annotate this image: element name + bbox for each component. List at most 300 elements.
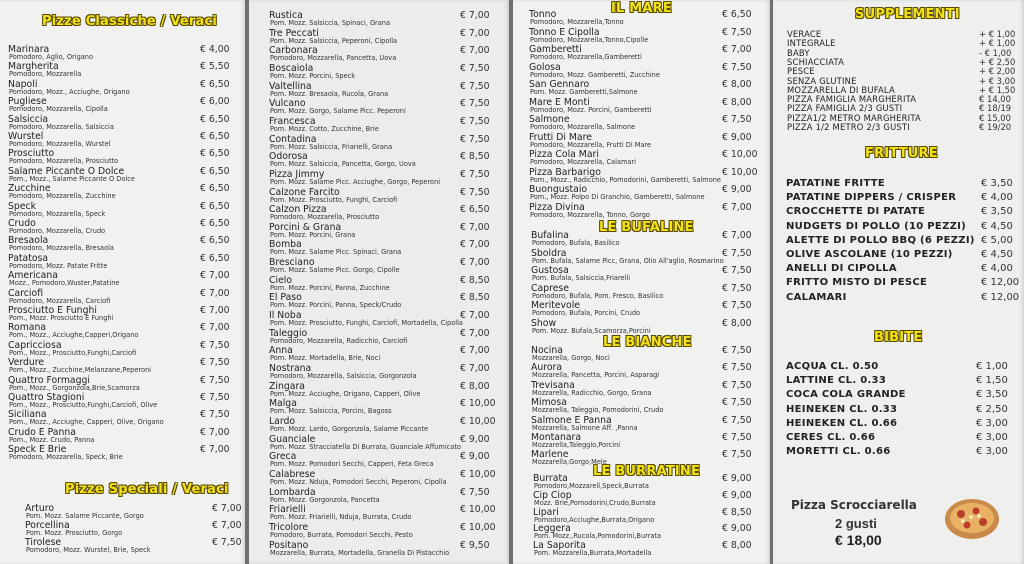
- item-name: Wurstel: [8, 131, 44, 142]
- item-price: + € 1,00: [979, 38, 1016, 49]
- menu-item: [513, 230, 770, 247]
- item-description: Pom. Bufala, Salsiccia,Friarelli: [532, 274, 631, 282]
- menu-item: [513, 114, 770, 131]
- item-name: Calabrese: [269, 468, 316, 480]
- menu-item: [0, 322, 245, 339]
- section-title-bianche: LE BIANCHE: [603, 335, 692, 350]
- item-name: Pizza Jimmy: [269, 168, 325, 180]
- menu-item: [249, 28, 509, 45]
- item-price: € 12,00: [981, 291, 1020, 303]
- item-description: Pomodoro, Mozz. Porcini, Gamberetti: [530, 105, 652, 114]
- item-price: € 3,00: [976, 432, 1008, 443]
- menu-item: [0, 235, 245, 252]
- menu-item: [513, 202, 770, 219]
- menu-item: [0, 166, 245, 183]
- item-name: CERES CL. 0.66: [786, 432, 876, 443]
- item-price: € 3,50: [981, 206, 1013, 218]
- item-price: € 7,50: [722, 26, 752, 38]
- item-price: € 7,50: [722, 449, 752, 461]
- item-description: Pom. Mozz. Salame Piccante, Gorgo: [26, 512, 144, 520]
- item-name: MOZZARELLA DI BUFALA: [787, 84, 895, 95]
- menu-item: [513, 318, 770, 335]
- item-price: € 8,50: [460, 274, 490, 286]
- menu-item: [249, 151, 509, 168]
- item-price: € 6,50: [200, 148, 230, 160]
- menu-item: [249, 81, 509, 98]
- item-name: Meritevole: [531, 300, 581, 311]
- menu-item: [0, 375, 245, 392]
- item-price: € 8,50: [460, 151, 490, 163]
- item-name: FRITTO MISTO DI PESCE: [786, 277, 928, 289]
- menu-item: [0, 409, 245, 426]
- item-name: COCA COLA GRANDE: [786, 389, 906, 401]
- menu-item: [249, 381, 509, 398]
- item-price: € 9,50: [460, 539, 490, 551]
- item-description: Pomodoro, Mozzarella, Prosciutto: [9, 157, 119, 166]
- item-price: € 8,50: [722, 506, 752, 518]
- item-name: Napoli: [8, 78, 38, 90]
- item-description: Pom. Mozz. Salame Picc. Gorgo, Cipolle: [270, 266, 400, 275]
- item-name: ANELLI DI CIPOLLA: [786, 263, 897, 275]
- item-price: € 7,00: [460, 239, 490, 251]
- item-name: Arturo: [25, 503, 55, 514]
- item-price: € 3,00: [976, 446, 1008, 458]
- item-name: Burrata: [533, 473, 568, 484]
- menu-item: [773, 277, 1024, 289]
- item-price: € 8,00: [460, 380, 490, 392]
- item-description: Mozzarella, Burrata, Mortadella, Granella Di Pistacchio: [270, 548, 450, 557]
- item-description: Pom. Mozz. Stracciatella Di Burrata, Guanciale Affumicato: [270, 442, 461, 451]
- item-price: € 7,00: [460, 257, 490, 269]
- menu-item: [773, 122, 1024, 134]
- item-description: Pom., Mozz., Prosciutto,Funghi,Carciofi, Olive: [9, 401, 158, 409]
- item-price: € 15,00: [979, 112, 1011, 123]
- item-price: € 10,00: [460, 504, 496, 516]
- menu-panel-extras: [773, 0, 1024, 564]
- menu-item: [249, 451, 509, 468]
- menu-panel-classic: [0, 0, 245, 564]
- item-description: Pom. Mozz. Prosciutto, Gorgo: [26, 529, 123, 537]
- item-name: Positano: [269, 539, 309, 551]
- item-name: Quattro Formaggi: [8, 374, 90, 386]
- item-price: € 7,50: [722, 362, 752, 374]
- item-description: Pom. Mozz. Acciughe, Origano, Capperi, Olive: [270, 389, 421, 398]
- item-name: Pizza Cola Mari: [529, 149, 599, 160]
- item-name: Calzon Pizza: [269, 204, 327, 216]
- item-description: Pom. Bufala, Salame Picc, Grana, Olio All'aglio, Rosmarino: [532, 256, 724, 265]
- item-price: + € 2,50: [979, 56, 1016, 67]
- menu-item: [0, 96, 245, 113]
- menu-item: [0, 61, 245, 78]
- menu-item: [513, 345, 770, 362]
- item-name: Bufalina: [531, 230, 569, 241]
- menu-item: [249, 504, 509, 521]
- menu-item: [0, 340, 245, 357]
- menu-item: [0, 44, 245, 61]
- item-price: € 4,00: [981, 192, 1013, 204]
- menu-item: [513, 44, 770, 61]
- item-name: Salsiccia: [8, 113, 49, 125]
- item-description: Pomodoro, Mozzarella, Carciofi: [9, 296, 111, 305]
- item-description: Pomodoro, Mozzarella, Crudo: [9, 227, 106, 235]
- item-name: Americana: [8, 270, 58, 282]
- item-description: Pom., Mozz. Polpo Di Granchio, Gamberetti, Salmone: [530, 193, 705, 201]
- item-price: € 7,00: [722, 230, 752, 241]
- item-name: Speck E Brie: [8, 444, 67, 456]
- item-name: Crudo: [8, 218, 36, 229]
- item-description: Pom. Mozz. Porcini, Panna, Speck/Crudo: [270, 301, 402, 310]
- item-name: Mimosa: [531, 397, 567, 409]
- menu-item: [0, 148, 245, 165]
- item-name: Margherita: [8, 61, 59, 73]
- item-price: € 7,00: [200, 444, 230, 456]
- item-name: ALETTE DI POLLO BBQ (6 PEZZI): [786, 234, 975, 246]
- item-name: Carbonara: [269, 45, 318, 57]
- menu-item: [249, 45, 509, 62]
- menu-item: [249, 522, 509, 539]
- item-name: Pugliese: [8, 96, 47, 108]
- item-price: € 7,00: [460, 327, 490, 339]
- item-description: Mozzarella,Taleggio,Porcini: [532, 441, 621, 449]
- menu-item: [513, 248, 770, 265]
- item-price: € 7,50: [722, 432, 752, 443]
- item-name: BABY: [787, 47, 810, 58]
- item-price: € 7,50: [200, 339, 230, 351]
- item-description: Pom., Mozz., Acciughe, Capperi, Olive, Origano: [9, 418, 164, 427]
- section-title-classic: Pizze Classiche / Veraci: [42, 14, 218, 29]
- item-price: € 2,50: [976, 403, 1008, 415]
- item-price: € 7,00: [200, 322, 230, 334]
- item-price: € 7,50: [200, 374, 230, 386]
- item-price: € 7,50: [722, 397, 752, 409]
- item-description: Pomodoro, Mozzarella, Salsiccia, Gorgonzola: [270, 372, 417, 380]
- menu-item: [249, 434, 509, 451]
- item-description: Pom. Mozz. Bresaola, Rucola, Grana: [270, 89, 389, 98]
- item-price: € 10,00: [460, 521, 496, 533]
- pizza-slice-icon: [943, 492, 1001, 542]
- item-name: Pizza Divina: [529, 201, 585, 213]
- item-price: € 6,50: [200, 131, 230, 142]
- item-description: Pom., Mozz., Gorgonzola,Brie,Scamorza: [9, 383, 140, 392]
- menu-item: [249, 416, 509, 433]
- item-name: Caprese: [531, 282, 569, 294]
- menu-item: [0, 114, 245, 131]
- menu-item: [773, 249, 1024, 261]
- section-title-mare: IL MARE: [611, 1, 672, 16]
- item-price: € 7,00: [460, 45, 490, 57]
- item-price: € 7,00: [200, 426, 230, 438]
- item-name: Capricciosa: [8, 339, 62, 351]
- menu-item: [773, 418, 1024, 430]
- item-price: € 7,50: [460, 486, 490, 498]
- item-description: Pom. Mozz. Prosciutto, Funghi, Carciofi, Mortadella, Cipolla: [270, 319, 463, 328]
- menu-panel-pizze-2: [249, 0, 509, 564]
- item-description: Pomodoro, Mozz. Gamberetti, Zucchine: [530, 70, 660, 79]
- item-name: PIZZA FAMIGLIA MARGHERITA: [787, 94, 917, 105]
- item-price: € 14,00: [979, 94, 1011, 105]
- section-title-fritture: FRITTURE: [865, 146, 938, 161]
- item-name: Friarielli: [269, 504, 306, 516]
- item-description: Mozzarella, Radicchio, Gorgo, Grana: [532, 388, 652, 397]
- menu-item: [0, 270, 245, 287]
- menu-item: [0, 253, 245, 270]
- item-price: € 12,00: [981, 277, 1020, 289]
- item-name: Malga: [269, 398, 297, 410]
- item-price: € 9,00: [722, 523, 752, 535]
- menu-item: [0, 520, 245, 537]
- menu-item: [513, 523, 770, 540]
- item-description: Pomodoro, Mozzarella, Zucchine: [9, 192, 116, 201]
- item-price: € 7,50: [722, 300, 752, 311]
- item-price: € 6,50: [200, 113, 230, 125]
- menu-item: [513, 149, 770, 166]
- menu-item: [773, 206, 1024, 218]
- item-description: Mozzarella, Pancetta, Porcini, Asparagi: [532, 371, 660, 380]
- item-price: € 6,50: [200, 165, 230, 177]
- item-name: Il Noba: [269, 310, 302, 322]
- item-name: PATATINE FRITTE: [786, 178, 886, 189]
- item-description: Mozz., Pomodoro,Wuster,Patatine: [9, 279, 120, 288]
- menu-item: [0, 357, 245, 374]
- menu-item: [513, 132, 770, 149]
- item-description: Pom., Mozz., Prosciutto,Funghi,Carciofi: [9, 348, 137, 357]
- menu-item: [773, 192, 1024, 204]
- item-description: Pomodoro, Mozzarella, Speck, Brie: [9, 453, 123, 462]
- item-name: Golosa: [529, 61, 561, 73]
- item-name: INTEGRALE: [787, 38, 836, 49]
- menu-item: [249, 310, 509, 327]
- menu-item: [249, 345, 509, 362]
- item-name: Marlene: [531, 449, 569, 461]
- item-name: Crudo E Panna: [8, 426, 76, 438]
- item-name: Salmone E Panna: [531, 414, 612, 426]
- item-description: Pomodoro, Aglio, Origano: [9, 53, 94, 61]
- item-price: € 6,50: [200, 183, 230, 195]
- item-price: € 9,00: [722, 184, 752, 195]
- item-name: Leggera: [533, 523, 571, 535]
- item-name: Pizza Barbarigo: [529, 166, 601, 178]
- menu-item: [513, 415, 770, 432]
- item-description: Pomodoro, Mozzarella, Frutti Di Mare: [530, 140, 652, 149]
- item-name: Tonno: [529, 9, 557, 20]
- menu-item: [513, 97, 770, 114]
- item-description: Pom. Mozz. Salame Picc. Acciughe, Gorgo, Peperoni: [270, 177, 441, 186]
- item-price: € 7,00: [460, 310, 490, 322]
- item-name: Show: [531, 317, 557, 329]
- item-name: Patatosa: [8, 252, 49, 264]
- item-price: € 7,00: [460, 363, 490, 374]
- item-name: HEINEKEN CL. 0.66: [786, 417, 898, 429]
- section-title-burratine: LE BURRATINE: [593, 464, 701, 479]
- item-name: Cielo: [269, 274, 293, 286]
- menu-item: [0, 537, 245, 554]
- item-price: € 7,00: [460, 27, 490, 39]
- menu-item: [513, 473, 770, 490]
- item-description: Pomodoro, Burrata, Pomodori Secchi, Pesto: [270, 530, 413, 539]
- item-price: € 18/19: [979, 103, 1012, 114]
- item-price: € 19/20: [979, 122, 1012, 132]
- item-price: € 6,50: [460, 204, 490, 216]
- item-price: € 10,00: [460, 468, 496, 480]
- item-name: Gamberetti: [529, 44, 582, 55]
- item-name: Prosciutto E Funghi: [8, 305, 97, 316]
- item-price: € 5,00: [981, 234, 1013, 246]
- item-price: € 7,50: [722, 247, 752, 259]
- menu-item: [773, 361, 1024, 373]
- item-price: € 6,00: [200, 96, 230, 108]
- menu-item: [513, 184, 770, 201]
- menu-item: [249, 363, 509, 380]
- item-name: Tricolore: [269, 521, 309, 533]
- item-name: CALAMARI: [786, 291, 847, 303]
- item-price: € 8,00: [722, 96, 752, 108]
- item-price: € 6,50: [200, 218, 230, 229]
- section-title-bibite: BIBITE: [874, 330, 923, 345]
- item-price: € 7,50: [200, 392, 230, 403]
- item-name: Contadina: [269, 133, 317, 145]
- menu-item: [513, 265, 770, 282]
- item-name: Nocina: [531, 345, 563, 356]
- item-price: € 3,00: [976, 417, 1008, 429]
- item-price: € 7,00: [212, 503, 242, 514]
- item-price: € 7,50: [460, 133, 490, 145]
- item-description: Pom. Mozz. Gorgo, Salame Picc. Peperoni: [270, 107, 406, 116]
- item-name: Buongustaio: [529, 184, 588, 195]
- item-price: € 7,50: [460, 98, 490, 110]
- item-price: € 7,50: [722, 114, 752, 125]
- item-name: PIZZA 1/2 METRO 2/3 GUSTI: [787, 122, 910, 132]
- item-price: € 9,00: [460, 451, 490, 463]
- item-price: € 4,50: [981, 249, 1013, 260]
- item-price: € 8,00: [722, 79, 752, 90]
- item-price: € 4,00: [981, 263, 1013, 275]
- menu-item: [0, 305, 245, 322]
- item-name: La Saporita: [533, 540, 586, 552]
- menu-item: [249, 328, 509, 345]
- menu-item: [249, 63, 509, 80]
- item-description: Pom. Mozz. Mortadella, Brie, Noci: [270, 354, 381, 363]
- item-description: Pomodoro, Mozzarella: [9, 70, 82, 79]
- item-price: € 6,50: [200, 252, 230, 264]
- item-price: € 10,00: [722, 149, 758, 160]
- item-name: VERACE: [787, 29, 822, 39]
- item-name: SENZA GLUTINE: [787, 75, 857, 86]
- menu-item: [773, 389, 1024, 401]
- menu-item: [249, 398, 509, 415]
- item-name: Boscaiola: [269, 62, 314, 74]
- item-description: Pomodoro,Acciughe,Burrata,Origano: [534, 515, 655, 524]
- item-price: € 8,00: [722, 317, 752, 329]
- item-description: Pom. Mozz. Porcini, Panna, Zucchine: [270, 283, 390, 292]
- item-description: Pom. Mozz. Salsiccia, Porcini, Bagoss: [270, 407, 392, 416]
- menu-item: [513, 9, 770, 26]
- item-description: Pomodoro, Mozzarella,Tonno: [530, 18, 624, 26]
- item-price: € 1,50: [976, 375, 1008, 387]
- menu-item: [249, 487, 509, 504]
- item-description: Pomodoro, Mozzarella,Gamberetti: [530, 53, 642, 61]
- item-name: Gustosa: [531, 265, 569, 276]
- item-description: Pom., Mozz., Zucchine,Melanzane,Peperoni: [9, 366, 151, 375]
- menu-item: [249, 275, 509, 292]
- item-name: Sboldra: [531, 247, 567, 259]
- item-price: € 7,00: [200, 287, 230, 299]
- item-price: € 7,00: [460, 345, 490, 357]
- promo-title: Pizza Scrocciarella: [791, 498, 917, 512]
- menu-item: [0, 201, 245, 218]
- menu-item: [0, 131, 245, 148]
- item-price: € 4,00: [200, 44, 230, 55]
- item-price: € 7,50: [722, 414, 752, 426]
- item-name: Carciofi: [8, 287, 44, 299]
- item-name: Valtellina: [269, 80, 312, 92]
- item-name: MORETTI CL. 0.66: [786, 446, 891, 458]
- menu-item: [513, 27, 770, 44]
- menu-item: [513, 79, 770, 96]
- item-description: Pomodoro,Mozzarell,Speck,Burrata: [534, 482, 649, 490]
- item-description: Pom. Mozz. Salsiccia, Pancetta, Gorgo, Uova: [270, 160, 416, 169]
- item-name: Frutti Di Mare: [529, 131, 592, 143]
- item-description: Pomodoro, Mozzarella,Tonno,Cipolle: [530, 35, 649, 44]
- item-price: € 6,50: [200, 78, 230, 90]
- item-name: Odorosa: [269, 151, 308, 163]
- menu-item: [513, 283, 770, 300]
- item-description: Mozzarella, Taleggio, Pomodorini, Crudo: [532, 406, 664, 415]
- item-price: € 7,00: [722, 201, 752, 213]
- item-name: San Gennaro: [529, 79, 590, 90]
- menu-item: [513, 300, 770, 317]
- item-description: Pom. Mozz. Porcini, Grana: [270, 230, 356, 239]
- item-name: Tonno E Cipolla: [529, 26, 600, 38]
- item-price: € 7,00: [722, 44, 752, 55]
- item-price: € 7,50: [722, 379, 752, 391]
- menu-panel-mare: [513, 0, 770, 564]
- item-description: Pom. Mozz. Gamberetti,Salmone: [530, 88, 638, 96]
- item-price: € 7,50: [460, 62, 490, 74]
- menu-item: [513, 362, 770, 379]
- item-price: € 1,00: [976, 361, 1008, 372]
- item-name: Porcini & Grana: [269, 221, 342, 233]
- menu-item: [0, 503, 245, 520]
- item-name: Lipari: [533, 506, 559, 518]
- item-price: € 7,50: [200, 409, 230, 421]
- item-price: € 7,50: [722, 345, 752, 356]
- item-description: Pomodoro, Mozzarella, Tonno, Gorgo: [530, 210, 650, 219]
- item-description: Pomodoro, Bufala, Pom. Fresco, Basilico: [532, 291, 664, 300]
- item-name: Romana: [8, 322, 47, 334]
- item-price: € 7,00: [460, 221, 490, 233]
- menu-item: [0, 183, 245, 200]
- item-description: Pomodoro, Bufala, Porcini, Crudo: [532, 309, 641, 317]
- item-name: ACQUA CL. 0.50: [786, 361, 879, 372]
- item-price: € 7,50: [200, 357, 230, 369]
- menu-item: [249, 187, 509, 204]
- item-description: Pomodoro, Mozzarella, Radicchio, Carciofi: [270, 336, 408, 345]
- menu-item: [249, 469, 509, 486]
- item-price: € 7,00: [200, 270, 230, 282]
- menu-item: [0, 288, 245, 305]
- item-price: € 7,00: [200, 305, 230, 316]
- menu-item: [249, 169, 509, 186]
- item-name: HEINEKEN CL. 0.33: [786, 403, 898, 415]
- item-price: € 7,50: [460, 168, 490, 180]
- item-name: Marinara: [8, 44, 50, 55]
- item-price: € 5,50: [200, 61, 230, 73]
- item-name: Montanara: [531, 432, 582, 443]
- item-price: € 4,50: [981, 220, 1013, 232]
- item-name: Mare E Monti: [529, 96, 590, 108]
- item-price: € 3,50: [976, 389, 1008, 401]
- menu-item: [513, 432, 770, 449]
